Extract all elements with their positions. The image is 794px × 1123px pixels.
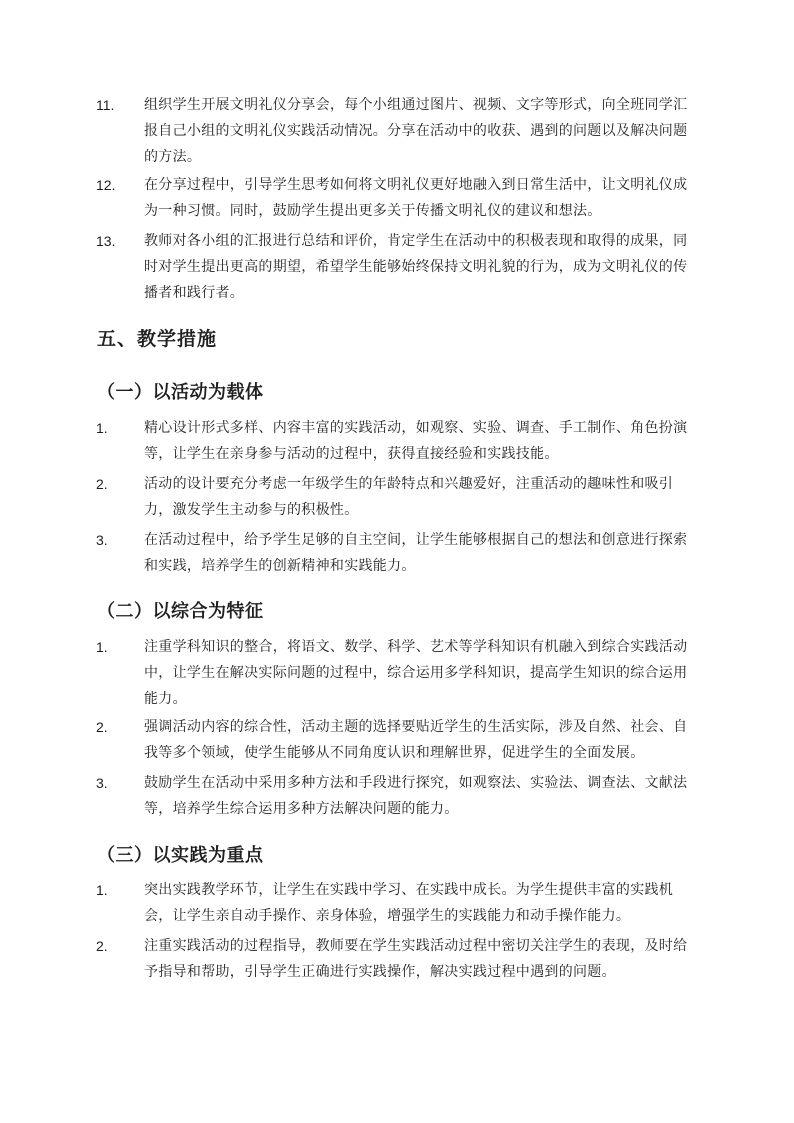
subsection-heading: （二）以综合为特征	[97, 601, 264, 622]
list-number: 2.	[96, 476, 108, 492]
list-text: 教师对各小组的汇报进行总结和评价，肯定学生在活动中的积极表现和取得的成果，同时对学生提出更高的期望，希望学生能够始终保持文明礼貌的行为，成为文明礼仪的传播者和践行者。	[144, 233, 688, 301]
list-text: 鼓励学生在活动中采用多种方法和手段进行探究，如观察法、实验法、调查法、文献法等，培养学生综合运用多种方法解决问题的能力。	[144, 775, 688, 817]
list-number: 1.	[96, 882, 108, 898]
list-text: 强调活动内容的综合性，活动主题的选择要贴近学生的生活实际，涉及自然、社会、自我等多个领域，使学生能够从不同角度认识和理解世界，促进学生的全面发展。	[144, 719, 688, 761]
list-text: 突出实践教学环节，让学生在实践中学习、在实践中成长。为学生提供丰富的实践机会，让学生亲自动手操作、亲身体验，增强学生的实践能力和动手操作能力。	[144, 882, 674, 924]
list-number: 11.	[96, 97, 115, 113]
list-number: 3.	[96, 532, 108, 548]
subsection-heading: （三）以实践为重点	[97, 845, 264, 866]
subsection-heading: （一）以活动为载体	[97, 382, 264, 403]
list-text: 精心设计形式多样、内容丰富的实践活动，如观察、实验、调查、手工制作、角色扮演等，让学生在亲身参与活动的过程中，获得直接经验和实践技能。	[144, 420, 688, 462]
list-text: 注重实践活动的过程指导，教师要在学生实践活动过程中密切关注学生的表现，及时给予指导和帮助，引导学生正确进行实践操作，解决实践过程中遇到的问题。	[144, 938, 688, 980]
list-text: 在活动过程中，给予学生足够的自主空间，让学生能够根据自己的想法和创意进行探索和实践，培养学生的创新精神和实践能力。	[144, 532, 688, 574]
list-number: 2.	[96, 719, 108, 735]
list-number: 3.	[96, 775, 108, 791]
list-text: 注重学科知识的整合，将语文、数学、科学、艺术等学科知识有机融入到综合实践活动中，让学生在解决实际问题的过程中，综合运用多学科知识，提高学生知识的综合运用能力。	[144, 639, 688, 707]
list-number: 1.	[96, 639, 108, 655]
list-number: 13.	[96, 233, 116, 249]
list-number: 12.	[96, 177, 116, 193]
list-text: 活动的设计要充分考虑一年级学生的年龄特点和兴趣爱好，注重活动的趣味性和吸引力，激发学生主动参与的积极性。	[144, 476, 674, 518]
section-heading: 五、教学措施	[97, 328, 218, 350]
list-text: 在分享过程中，引导学生思考如何将文明礼仪更好地融入到日常生活中，让文明礼仪成为一种习惯。同时，鼓励学生提出更多关于传播文明礼仪的建议和想法。	[144, 177, 688, 219]
list-number: 2.	[96, 938, 108, 954]
list-text: 组织学生开展文明礼仪分享会，每个小组通过图片、视频、文字等形式，向全班同学汇报自己小组的文明礼仪实践活动情况。分享在活动中的收获、遇到的问题以及解决问题的方法。	[144, 97, 688, 165]
list-number: 1.	[96, 420, 108, 436]
